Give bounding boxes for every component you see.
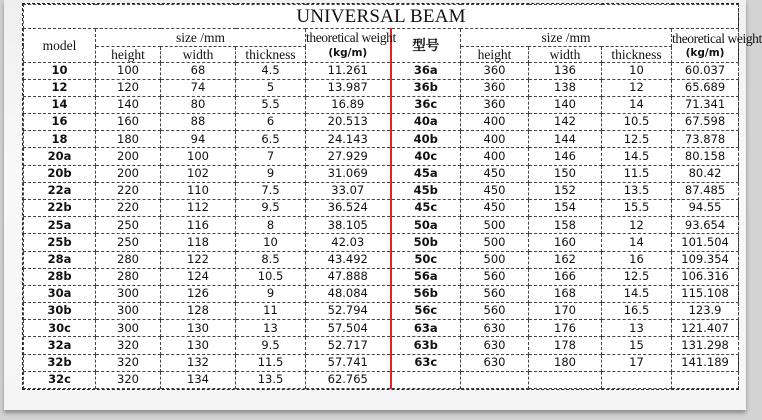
table-title: UNIVERSAL BEAM	[24, 5, 739, 29]
right-width-cell: 136	[529, 62, 602, 79]
right-thickness-cell: 15.5	[602, 200, 672, 217]
right-thickness-cell: 14.5	[602, 285, 672, 302]
right-weight-cell	[672, 371, 739, 388]
right-height-cell: 450	[461, 165, 529, 182]
left-model-cell: 18	[24, 131, 96, 148]
header-model-left: model	[24, 29, 96, 63]
left-height-cell: 300	[96, 285, 161, 302]
left-thickness-cell: 13	[236, 320, 306, 337]
left-weight-cell: 38.105	[306, 217, 391, 234]
right-weight-cell: 94.55	[672, 200, 739, 217]
left-thickness-cell: 11	[236, 303, 306, 320]
right-thickness-cell: 12.5	[602, 131, 672, 148]
left-weight-cell: 36.524	[306, 200, 391, 217]
right-height-cell: 360	[461, 62, 529, 79]
left-height-cell: 320	[96, 371, 161, 388]
left-weight-cell: 11.261	[306, 62, 391, 79]
right-thickness-cell: 12	[602, 217, 672, 234]
left-thickness-cell: 9	[236, 285, 306, 302]
left-width-cell: 100	[161, 148, 236, 165]
table-row	[24, 337, 739, 354]
table-row	[24, 234, 739, 251]
table-row	[24, 62, 739, 79]
right-model-cell: 40c	[391, 148, 461, 165]
right-model-cell: 63c	[391, 354, 461, 371]
left-thickness-cell: 7	[236, 148, 306, 165]
table-row	[24, 320, 739, 337]
left-width-cell: 74	[161, 79, 236, 96]
right-thickness-cell: 14	[602, 234, 672, 251]
right-weight-cell: 73.878	[672, 131, 739, 148]
left-model-cell: 25a	[24, 217, 96, 234]
right-height-cell: 400	[461, 148, 529, 165]
left-thickness-cell: 11.5	[236, 354, 306, 371]
right-weight-cell: 60.037	[672, 62, 739, 79]
right-thickness-cell: 14	[602, 96, 672, 113]
right-thickness-cell: 10.5	[602, 114, 672, 131]
left-model-cell: 32a	[24, 337, 96, 354]
right-model-cell: 56b	[391, 285, 461, 302]
left-thickness-cell: 6	[236, 114, 306, 131]
left-weight-cell: 62.765	[306, 371, 391, 388]
left-weight-cell: 13.987	[306, 79, 391, 96]
right-weight-cell: 71.341	[672, 96, 739, 113]
right-model-cell: 50a	[391, 217, 461, 234]
right-thickness-cell: 13	[602, 320, 672, 337]
left-width-cell: 116	[161, 217, 236, 234]
right-thickness-cell: 12	[602, 79, 672, 96]
right-weight-cell: 65.689	[672, 79, 739, 96]
right-width-cell: 152	[529, 182, 602, 199]
left-model-cell: 28a	[24, 251, 96, 268]
right-thickness-cell: 14.5	[602, 148, 672, 165]
right-weight-cell: 106.316	[672, 268, 739, 285]
left-width-cell: 132	[161, 354, 236, 371]
left-height-cell: 160	[96, 114, 161, 131]
header-size-right: size /mm	[461, 29, 672, 47]
left-weight-cell: 20.513	[306, 114, 391, 131]
header-size-left: size /mm	[96, 29, 306, 47]
table-row	[24, 371, 739, 388]
left-width-cell: 112	[161, 200, 236, 217]
right-height-cell: 560	[461, 285, 529, 302]
right-weight-cell: 141.189	[672, 354, 739, 371]
header-width-right: width	[529, 46, 602, 62]
left-weight-cell: 43.492	[306, 251, 391, 268]
right-width-cell: 142	[529, 114, 602, 131]
left-thickness-cell: 13.5	[236, 371, 306, 388]
left-model-cell: 10	[24, 62, 96, 79]
left-model-cell: 30a	[24, 285, 96, 302]
left-model-cell: 30b	[24, 303, 96, 320]
left-height-cell: 300	[96, 320, 161, 337]
left-width-cell: 68	[161, 62, 236, 79]
left-thickness-cell: 4.5	[236, 62, 306, 79]
header-height-right: height	[461, 46, 529, 62]
universal-beam-table	[23, 4, 762, 389]
left-thickness-cell: 10	[236, 234, 306, 251]
right-model-cell: 63a	[391, 320, 461, 337]
left-model-cell: 32b	[24, 354, 96, 371]
right-model-cell	[391, 371, 461, 388]
left-weight-cell: 47.888	[306, 268, 391, 285]
right-weight-cell: 123.9	[672, 303, 739, 320]
left-model-cell: 20a	[24, 148, 96, 165]
left-height-cell: 120	[96, 79, 161, 96]
right-model-cell: 45c	[391, 200, 461, 217]
left-width-cell: 134	[161, 371, 236, 388]
left-width-cell: 110	[161, 182, 236, 199]
left-height-cell: 320	[96, 354, 161, 371]
right-thickness-cell: 11.5	[602, 165, 672, 182]
left-weight-cell: 42.03	[306, 234, 391, 251]
left-model-cell: 28b	[24, 268, 96, 285]
table-row	[24, 303, 739, 320]
right-height-cell: 450	[461, 182, 529, 199]
right-height-cell: 360	[461, 79, 529, 96]
left-model-cell: 22b	[24, 200, 96, 217]
left-model-cell: 14	[24, 96, 96, 113]
left-height-cell: 220	[96, 200, 161, 217]
left-thickness-cell: 5.5	[236, 96, 306, 113]
right-model-cell: 63b	[391, 337, 461, 354]
right-weight-cell: 80.42	[672, 165, 739, 182]
right-model-cell: 56a	[391, 268, 461, 285]
right-weight-cell: 131.298	[672, 337, 739, 354]
table-row	[24, 251, 739, 268]
right-thickness-cell: 16	[602, 251, 672, 268]
table-row	[24, 268, 739, 285]
right-height-cell: 560	[461, 268, 529, 285]
right-height-cell: 560	[461, 303, 529, 320]
right-weight-cell: 101.504	[672, 234, 739, 251]
left-height-cell: 140	[96, 96, 161, 113]
left-height-cell: 200	[96, 165, 161, 182]
right-height-cell: 500	[461, 217, 529, 234]
left-thickness-cell: 10.5	[236, 268, 306, 285]
left-weight-cell: 27.929	[306, 148, 391, 165]
right-width-cell: 150	[529, 165, 602, 182]
right-height-cell: 450	[461, 200, 529, 217]
right-width-cell: 180	[529, 354, 602, 371]
right-model-cell: 36a	[391, 62, 461, 79]
header-width-left: width	[161, 46, 236, 62]
left-width-cell: 88	[161, 114, 236, 131]
right-height-cell: 400	[461, 114, 529, 131]
right-width-cell: 176	[529, 320, 602, 337]
left-weight-cell: 57.741	[306, 354, 391, 371]
right-width-cell: 160	[529, 234, 602, 251]
header-model-right: 型号	[391, 29, 461, 63]
right-height-cell: 630	[461, 354, 529, 371]
left-height-cell: 300	[96, 303, 161, 320]
right-thickness-cell: 16.5	[602, 303, 672, 320]
left-weight-cell: 57.504	[306, 320, 391, 337]
table-row	[24, 182, 739, 199]
left-model-cell: 16	[24, 114, 96, 131]
right-model-cell: 36c	[391, 96, 461, 113]
right-thickness-cell	[602, 371, 672, 388]
left-thickness-cell: 5	[236, 79, 306, 96]
table-row	[24, 96, 739, 113]
left-model-cell: 25b	[24, 234, 96, 251]
left-model-cell: 30c	[24, 320, 96, 337]
table-row	[24, 79, 739, 96]
right-width-cell	[529, 371, 602, 388]
left-model-cell: 32c	[24, 371, 96, 388]
beam-spec-sheet	[22, 3, 762, 390]
left-width-cell: 124	[161, 268, 236, 285]
left-height-cell: 280	[96, 251, 161, 268]
right-width-cell: 158	[529, 217, 602, 234]
left-weight-cell: 48.084	[306, 285, 391, 302]
right-width-cell: 170	[529, 303, 602, 320]
left-width-cell: 130	[161, 320, 236, 337]
right-height-cell: 400	[461, 131, 529, 148]
right-model-cell: 56c	[391, 303, 461, 320]
left-thickness-cell: 9.5	[236, 200, 306, 217]
left-thickness-cell: 7.5	[236, 182, 306, 199]
left-model-cell: 20b	[24, 165, 96, 182]
left-weight-cell: 33.07	[306, 182, 391, 199]
right-model-cell: 50b	[391, 234, 461, 251]
right-model-cell: 50c	[391, 251, 461, 268]
right-model-cell: 36b	[391, 79, 461, 96]
left-thickness-cell: 6.5	[236, 131, 306, 148]
right-weight-cell: 115.108	[672, 285, 739, 302]
table-row	[24, 165, 739, 182]
left-height-cell: 180	[96, 131, 161, 148]
right-height-cell: 630	[461, 337, 529, 354]
right-width-cell: 140	[529, 96, 602, 113]
right-weight-cell: 121.407	[672, 320, 739, 337]
table-row	[24, 200, 739, 217]
left-height-cell: 200	[96, 148, 161, 165]
left-height-cell: 320	[96, 337, 161, 354]
table-row	[24, 131, 739, 148]
table-row	[24, 285, 739, 302]
right-model-cell: 45b	[391, 182, 461, 199]
right-width-cell: 146	[529, 148, 602, 165]
left-height-cell: 220	[96, 182, 161, 199]
right-model-cell: 40a	[391, 114, 461, 131]
table-row	[24, 114, 739, 131]
right-width-cell: 138	[529, 79, 602, 96]
right-weight-cell: 93.654	[672, 217, 739, 234]
right-model-cell: 40b	[391, 131, 461, 148]
left-weight-cell: 52.794	[306, 303, 391, 320]
right-thickness-cell: 10	[602, 62, 672, 79]
header-thickness-right: thickness	[602, 46, 672, 62]
table-row	[24, 217, 739, 234]
left-weight-cell: 52.717	[306, 337, 391, 354]
right-width-cell: 162	[529, 251, 602, 268]
right-thickness-cell: 15	[602, 337, 672, 354]
right-weight-cell: 87.485	[672, 182, 739, 199]
left-width-cell: 118	[161, 234, 236, 251]
left-thickness-cell: 8.5	[236, 251, 306, 268]
left-width-cell: 130	[161, 337, 236, 354]
left-model-cell: 22a	[24, 182, 96, 199]
right-weight-cell: 67.598	[672, 114, 739, 131]
table-row	[24, 354, 739, 371]
left-model-cell: 12	[24, 79, 96, 96]
right-weight-cell: 80.158	[672, 148, 739, 165]
right-width-cell: 154	[529, 200, 602, 217]
left-width-cell: 102	[161, 165, 236, 182]
right-thickness-cell: 12.5	[602, 268, 672, 285]
right-width-cell: 144	[529, 131, 602, 148]
header-thickness-left: thickness	[236, 46, 306, 62]
left-height-cell: 280	[96, 268, 161, 285]
table-row	[24, 148, 739, 165]
right-thickness-cell: 17	[602, 354, 672, 371]
left-thickness-cell: 8	[236, 217, 306, 234]
left-thickness-cell: 9	[236, 165, 306, 182]
left-weight-cell: 31.069	[306, 165, 391, 182]
left-height-cell: 100	[96, 62, 161, 79]
right-height-cell: 500	[461, 251, 529, 268]
right-width-cell: 166	[529, 268, 602, 285]
left-weight-cell: 16.89	[306, 96, 391, 113]
left-width-cell: 128	[161, 303, 236, 320]
right-weight-cell: 109.354	[672, 251, 739, 268]
right-height-cell: 500	[461, 234, 529, 251]
left-width-cell: 126	[161, 285, 236, 302]
left-width-cell: 122	[161, 251, 236, 268]
header-height-left: height	[96, 46, 161, 62]
left-thickness-cell: 9.5	[236, 337, 306, 354]
right-width-cell: 178	[529, 337, 602, 354]
left-weight-cell: 24.143	[306, 131, 391, 148]
left-height-cell: 250	[96, 217, 161, 234]
right-height-cell: 360	[461, 96, 529, 113]
right-thickness-cell: 13.5	[602, 182, 672, 199]
left-height-cell: 250	[96, 234, 161, 251]
right-width-cell: 168	[529, 285, 602, 302]
left-width-cell: 94	[161, 131, 236, 148]
right-model-cell: 45a	[391, 165, 461, 182]
right-height-cell	[461, 371, 529, 388]
left-width-cell: 80	[161, 96, 236, 113]
header-weight-left: theoretical weight (kg/m)	[306, 29, 391, 63]
right-height-cell: 630	[461, 320, 529, 337]
header-weight-right: theoretical weight (kg/m)	[672, 29, 739, 63]
document-panel	[4, 0, 762, 410]
